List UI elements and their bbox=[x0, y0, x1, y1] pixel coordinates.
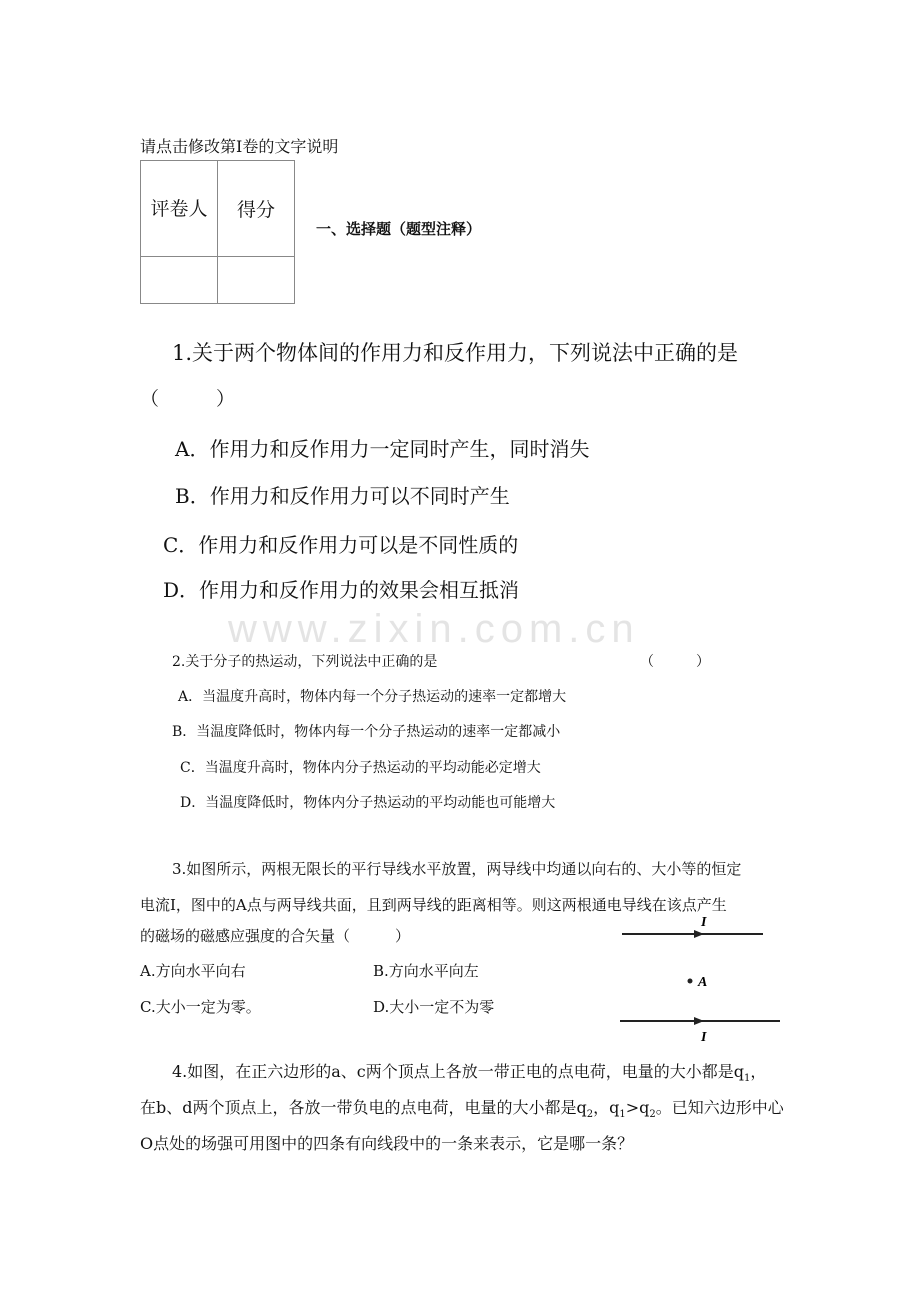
instruction-text[interactable]: 请点击修改第I卷的文字说明 bbox=[140, 137, 339, 156]
q3-stem-line-3: 的磁场的磁感应强度的合矢量（ ） bbox=[140, 927, 411, 945]
q2-answer-paren: （ ） bbox=[640, 654, 710, 670]
q1-stem: 1.关于两个物体间的作用力和反作用力，下列说法中正确的是 bbox=[172, 341, 739, 365]
lower-current-label: I bbox=[701, 1030, 707, 1045]
q2-option-b: B．当温度降低时，物体内每一个分子热运动的速率一定都减小 bbox=[172, 724, 561, 740]
q3-stem-line-2: 电流I，图中的A点与两导线共面，且到两导线的距离相等。则这两根通电导线在该点产生 bbox=[140, 896, 727, 914]
q3-stem-line-1: 3.如图所示，两根无限长的平行导线水平放置，两导线中均通以向右的、大小等的恒定 bbox=[172, 860, 742, 878]
q4-stem-line-1 bbox=[172, 1064, 766, 1084]
q1-option-b: B．作用力和反作用力可以不同时产生 bbox=[175, 484, 510, 508]
q2-option-c: C．当温度升高时，物体内分子热运动的平均动能必定增大 bbox=[180, 760, 541, 776]
q4-stem-line-3: O点处的场强可用图中的四条有向线段中的一条来表示，它是哪一条？ bbox=[140, 1134, 634, 1153]
reviewer-cell[interactable] bbox=[141, 257, 218, 304]
q4-text: 。已知六边形中心 bbox=[655, 1098, 784, 1117]
q3-option-b: B.方向水平向左 bbox=[373, 962, 479, 980]
q4-text: 在b、d两个顶点上，各放一带负电的点电荷，电量的大小都是q bbox=[140, 1098, 587, 1117]
upper-current-label: I bbox=[701, 915, 707, 930]
q4-subscript: 2 bbox=[586, 1109, 594, 1121]
watermark: www.zixin.com.cn bbox=[228, 607, 640, 651]
q1-option-c: C．作用力和反作用力可以是不同性质的 bbox=[163, 533, 519, 557]
score-header: 得分 bbox=[218, 161, 295, 257]
score-cell[interactable] bbox=[218, 257, 295, 304]
point-a-dot bbox=[688, 979, 693, 984]
q4-text: ， bbox=[750, 1062, 767, 1081]
q2-option-d: D．当温度降低时，物体内分子热运动的平均动能也可能增大 bbox=[180, 795, 556, 811]
q1-answer-paren: （ ） bbox=[140, 388, 236, 410]
q1-option-a: A．作用力和反作用力一定同时产生，同时消失 bbox=[175, 437, 590, 461]
q2-option-a: A．当温度升高时，物体内每一个分子热运动的速率一定都增大 bbox=[178, 689, 567, 705]
point-a-label: A bbox=[698, 975, 708, 990]
q4-text: ，q bbox=[593, 1098, 620, 1117]
q3-option-d: D.大小一定不为零 bbox=[373, 998, 495, 1016]
q2-stem: 2.关于分子的热运动，下列说法中正确的是 bbox=[172, 654, 438, 670]
q4-text: 4.如图，在正六边形的a、c两个顶点上各放一带正电的点电荷，电量的大小都是q bbox=[172, 1062, 745, 1081]
q4-text: >q bbox=[625, 1098, 650, 1117]
q3-option-a: A.方向水平向右 bbox=[140, 962, 246, 980]
score-table bbox=[140, 160, 295, 304]
q4-subscript: 2 bbox=[649, 1109, 656, 1121]
q4-stem-line-2 bbox=[140, 1100, 784, 1120]
section-title: 一、选择题（题型注释） bbox=[316, 220, 482, 238]
q4-subscript: 1 bbox=[744, 1073, 751, 1085]
reviewer-header: 评卷人 bbox=[141, 161, 218, 257]
lower-current-arrow-icon bbox=[694, 1017, 704, 1025]
q1-option-d: D．作用力和反作用力的效果会相互抵消 bbox=[163, 578, 520, 602]
parallel-wires-figure bbox=[610, 910, 790, 1045]
upper-current-arrow-icon bbox=[694, 930, 704, 938]
q4-subscript: 1 bbox=[619, 1109, 626, 1121]
q3-option-c: C.大小一定为零。 bbox=[140, 998, 261, 1016]
